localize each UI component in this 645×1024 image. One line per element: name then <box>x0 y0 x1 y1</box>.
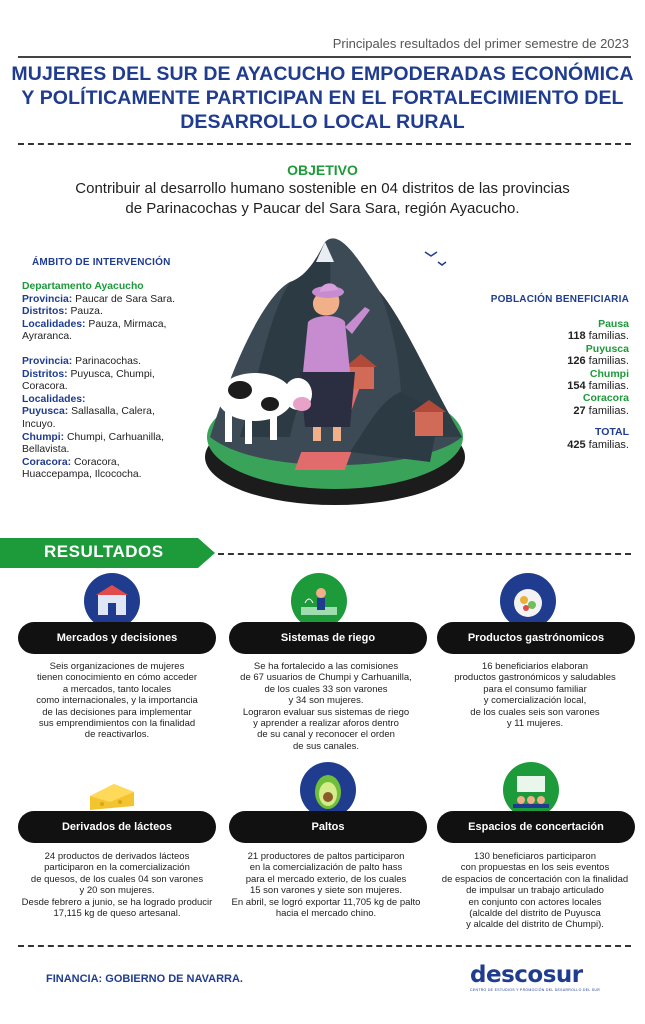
total-count <box>567 439 629 451</box>
field-value: Paucar de Sara Sara. <box>72 293 176 305</box>
desc-line: Lograron evaluar sus sistemas de riego <box>242 706 410 718</box>
ambito-list <box>22 281 212 482</box>
desc-line: como internacionales, y la importancia <box>36 695 198 707</box>
field-label: Chumpi: <box>22 431 65 443</box>
desc-line: y aprender a realizar aforos dentro <box>253 718 399 730</box>
ambito-row <box>22 457 212 470</box>
field-value: Puyusca, Chumpi, <box>67 368 155 380</box>
desc-line: con propuestas en los seis eventos <box>460 862 610 874</box>
field-value: Chumpi, Carhuanilla, <box>64 431 165 443</box>
title-line-2: Y POLÍTICAMENTE PARTICIPAN EN EL FORTALECIMIENTO DEL <box>21 87 624 109</box>
desc-line: de impulsar un trabajo articulado <box>466 885 604 897</box>
district-name: Pausa <box>598 318 629 330</box>
card-description <box>428 851 642 931</box>
card-title-pill: Mercados y decisiones <box>18 622 216 654</box>
field-value: Pauza, Mirmaca, <box>85 318 167 330</box>
desc-line: para el consumo familiar <box>483 683 587 695</box>
poblacion-list <box>567 318 629 451</box>
ambito-row-cont: Ayraranca. <box>22 331 73 343</box>
objetivo-heading: OBJETIVO <box>287 162 358 178</box>
poblacion-heading: POBLACIÓN BENEFICIARIA <box>490 294 629 305</box>
logo-text: descosur <box>470 962 583 988</box>
card-description <box>226 661 426 752</box>
count-number: 126 <box>567 355 586 368</box>
desc-line: de reactivarlos. <box>84 729 150 741</box>
card-title-pill: Derivados de lácteos <box>18 811 216 843</box>
desc-line: para el mercado exterio, de los cuales <box>245 873 407 885</box>
desc-line: 16 beneficiarios elaboran <box>481 661 589 672</box>
ambito-row-cont: Bellavista. <box>22 444 70 456</box>
desc-line: y 11 mujeres. <box>506 718 564 730</box>
irrigation-icon <box>291 573 347 629</box>
card-description <box>226 851 426 919</box>
header-caption: Principales resultados del primer semestre de 2023 <box>332 36 629 51</box>
ambito-row <box>22 319 212 332</box>
poblacion-item <box>567 318 629 343</box>
count-number: 118 <box>567 330 586 343</box>
desc-line: Se ha fortalecido a las comisiones <box>253 661 399 672</box>
count-unit: familias. <box>585 355 629 368</box>
desc-line: a mercados, tanto locales <box>62 683 172 695</box>
field-label: Distritos: <box>22 368 68 380</box>
desc-line: de quesos, de los cuales 04 son varones <box>30 873 204 885</box>
card-description <box>17 661 217 741</box>
field-value: Parinacochas. <box>72 355 141 367</box>
desc-line: de espacios de concertación con la finalidad <box>441 873 629 885</box>
card-description <box>435 661 635 729</box>
field-label: Puyusca: <box>22 406 69 418</box>
top-rule <box>18 56 631 58</box>
poblacion-total <box>567 426 629 451</box>
field-label: Provincia: <box>22 293 73 305</box>
title-line-3: DESARROLLO LOCAL RURAL <box>180 111 465 133</box>
desc-line: de los cuales seis son varones <box>470 706 600 718</box>
desc-line: de sus canales. <box>292 740 359 752</box>
district-name: Puyusca <box>585 342 629 355</box>
desc-line: y 20 son mujeres. <box>79 885 155 897</box>
desc-line: 15 son varones y siete son mujeres. <box>249 885 403 897</box>
meeting-icon <box>503 762 559 818</box>
logo-subtext: CENTRO DE ESTUDIOS Y PROMOCIÓN DEL DESARROLLO DEL SUR <box>470 988 601 992</box>
field-value: Pauza. <box>67 306 103 318</box>
ambito-row <box>22 294 212 307</box>
desc-line: productos gastronómicos y saludables <box>454 672 616 684</box>
desc-line: participaron en la comercialización <box>44 862 190 874</box>
objetivo-line-2: de Parinacochas y Paucar del Sara Sara, región Ayacucho. <box>125 200 520 217</box>
count-unit: familias. <box>585 380 629 393</box>
financia-label: FINANCIA: GOBIERNO DE NAVARRA. <box>46 973 243 985</box>
desc-line: sus emprendimientos con la finalidad <box>38 718 196 730</box>
desc-line: tienen conocimiento en cómo acceder <box>36 672 197 684</box>
poblacion-item <box>567 368 629 393</box>
field-value: Coracora, <box>71 456 120 468</box>
title-line-1: MUJERES DEL SUR DE AYACUCHO EMPODERADAS ECONÓMICA <box>11 63 634 85</box>
family-count <box>567 380 629 392</box>
total-label: TOTAL <box>594 426 629 439</box>
card-title-pill: Espacios de concertación <box>437 811 635 843</box>
field-value: Sallasalla, Calera, <box>68 406 155 418</box>
count-number: 425 <box>567 438 586 451</box>
desc-line: de 67 usuarios de Chumpi y Carhuanilla, <box>240 672 412 684</box>
desc-line: de los cuales 33 son varones <box>264 683 388 695</box>
field-label: Distritos: <box>22 306 68 318</box>
mountain-illustration <box>200 222 470 512</box>
ambito-row <box>22 356 212 369</box>
family-count <box>567 355 629 367</box>
ambito-heading: ÁMBITO DE INTERVENCIÓN <box>32 257 171 268</box>
card-title-pill: Paltos <box>229 811 427 843</box>
desc-line: 17,115 kg de queso artesanal. <box>53 908 181 920</box>
desc-line: de su canal y reconocer el orden <box>257 729 395 741</box>
family-count <box>567 405 629 417</box>
food-icon <box>500 573 556 629</box>
count-unit: familias. <box>585 330 629 343</box>
field-label: Localidades: <box>22 318 86 330</box>
field-label: Provincia: <box>22 355 73 367</box>
field-label: Coracora: <box>22 456 72 468</box>
ambito-row <box>22 306 212 319</box>
desc-line: en la comercialización de palto hass <box>249 862 403 874</box>
ambito-row-cont: Coracora. <box>22 381 68 393</box>
desc-line: en conjunto con actores locales <box>468 896 602 908</box>
family-count <box>567 330 629 342</box>
market-icon <box>84 573 140 629</box>
desc-line: Desde febrero a junio, se ha logrado producir <box>21 896 213 908</box>
poblacion-item <box>567 343 629 368</box>
desc-line: hacia el mercado chino. <box>275 908 377 920</box>
ambito-row <box>22 369 212 382</box>
footer-divider <box>18 945 631 947</box>
poblacion-item <box>567 392 629 417</box>
localidades-label: Localidades: <box>22 393 86 405</box>
district-name: Coracora <box>582 392 629 405</box>
card-title-pill: Productos gastrónomicos <box>437 622 635 654</box>
desc-line: 130 beneficiaros participaron <box>474 851 596 862</box>
ambito-row-cont: Incuyo. <box>22 418 56 430</box>
count-unit: familias. <box>585 404 629 417</box>
title-divider <box>18 143 631 145</box>
desc-line: de las decisiones para implementar <box>42 706 192 718</box>
desc-line: y 34 son mujeres. <box>288 695 364 707</box>
objetivo-line-1: Contribuir al desarrollo humano sostenible en 04 distritos de las provincias <box>75 180 570 197</box>
objetivo-text <box>60 179 585 219</box>
resultados-heading: RESULTADOS <box>44 542 164 561</box>
desc-line: Seis organizaciones de mujeres <box>49 661 185 672</box>
card-title-pill: Sistemas de riego <box>229 622 427 654</box>
ambito-row <box>22 432 212 445</box>
ambito-row-cont: Huaccepampa, Ilcococha. <box>22 469 142 481</box>
count-number: 27 <box>573 404 586 417</box>
desc-line: y comercialización local, <box>483 695 587 707</box>
page-title <box>0 62 645 134</box>
desc-line: 24 productos de derivados lácteos <box>44 851 190 862</box>
resultados-divider <box>218 553 631 555</box>
desc-line: (alcalde del distrito de Puyusca <box>469 908 601 920</box>
ambito-row <box>22 406 212 419</box>
descosur-logo <box>470 962 620 992</box>
count-unit: familias. <box>585 438 629 451</box>
desc-line: y alcalde del distrito de Chumpi). <box>466 919 604 931</box>
avocado-icon <box>300 762 356 818</box>
district-name: Chumpi <box>589 367 629 380</box>
card-description <box>17 851 217 919</box>
cheese-icon <box>84 762 140 818</box>
departamento-label: Departamento Ayacucho <box>22 281 144 292</box>
desc-line: 21 productores de paltos participaron <box>247 851 405 862</box>
desc-line: En abril, se logró exportar 11,705 kg de palto <box>231 896 421 908</box>
count-number: 154 <box>567 380 586 393</box>
